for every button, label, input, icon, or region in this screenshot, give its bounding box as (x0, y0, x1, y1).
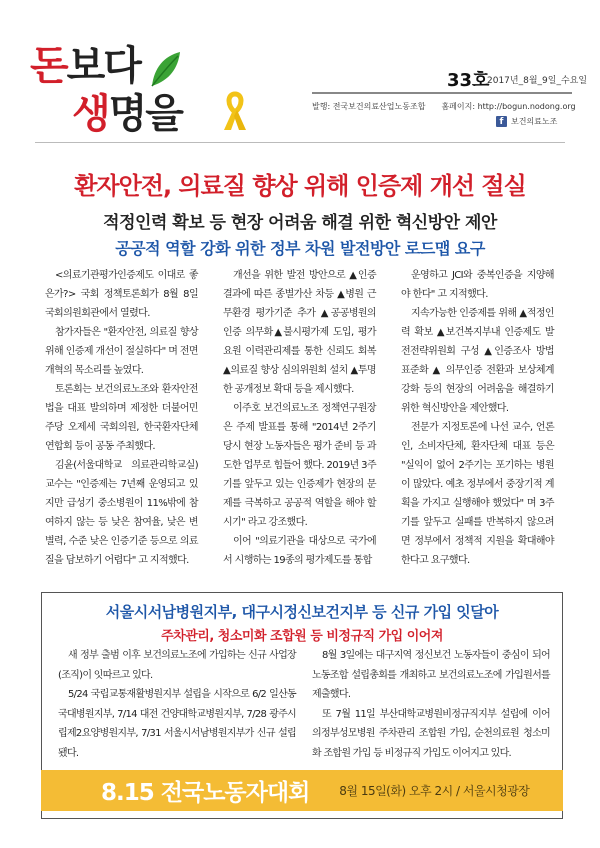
main-headline: 환자안전, 의료질 향상 위해 인증제 개선 절실 (74, 172, 526, 200)
logo-part-1: 돈 (30, 43, 67, 89)
paragraph: 운영하고 JCI와 중복인증을 지양해야 한다" 고 지적했다. (401, 270, 554, 300)
paragraph: 이주호 보건의료노조 정책연구원장은 주제 발표를 통해 "2014년 2주기 당시 현장 노동자들은 평가 준비 등 과도한 업무로 힘들어 했다. 2019년 3주기를 앞두고 있는 인증제가 현장의 문제를 극복하고 공공적 역할을 해야 할 시기" 라고 강조했다. (223, 403, 377, 528)
facebook-icon: f (496, 116, 507, 127)
paragraph: 이어 "의료기관을 대상으로 국가에서 시행하는 19종의 평가제도를 통합 (223, 536, 376, 566)
masthead (0, 0, 600, 150)
paragraph: 지속가능한 인증제를 위해 ▲적정인력 확보 ▲보건복지부내 인증제도 발전전략위원회 구성 ▲인증조사 방법 표준화 ▲ 의무인증 전환과 보상체계 강화 등의 현장의 어려움을 해결하기 위한 혁신방안을 제안했다. (401, 308, 554, 414)
paragraph: 새 정부 출범 이후 보건의료노조에 가입하는 신규 사업장(조직)이 잇따르고 있다. (58, 650, 296, 681)
header-divider (35, 142, 565, 143)
logo-part-2: 보다 (66, 43, 140, 89)
paragraph: 5/24 국립교통재활병원지부 설립을 시작으로 6/2 일산동국대병원지부, 7/14 대전 건양대학교병원지부, 7/28 광주시립제2요양병원지부, 7/31 서울시서남병원지부가 신규 설립됐다. (58, 689, 296, 759)
box-title: 서울시서남병원지부, 대구시정신보건지부 등 신규 가입 잇달아 (105, 603, 499, 621)
issue-date: 2017년_8월_9일_수요일 (487, 76, 588, 86)
facebook-label: 보건의료노조 (511, 117, 558, 126)
article-column-3 (401, 266, 554, 570)
yellow-ribbon-icon (220, 90, 250, 132)
article-column-2 (223, 266, 376, 570)
paragraph: 또 7월 11일 부산대학교병원비정규직지부 설립에 이어 의정부성모병원 주차관리 조합원 가입, 순천의료원 청소미화 조합원 가입 등 비정규직 가입도 이어지고 있다. (312, 708, 550, 759)
paragraph: 8월 3일에는 대구지역 정신보건 노동자들이 중심이 되어 노동조합 설립총회를 개최하고 보건의료노조에 가입원서를 제출했다. (312, 650, 550, 700)
paragraph: 참가자들은 "환자안전, 의료질 향상 위해 인증제 개선이 절실하다" 며 전면개혁의 목소리를 높였다. (45, 327, 198, 376)
subheadline-1: 적정인력 확보 등 현장 어려움 해결 위한 혁신방안 제안 (103, 213, 497, 233)
masthead-rule (312, 92, 572, 94)
subheadline-2: 공공적 역할 강화 위한 정부 차원 발전방안 로드맵 요구 (115, 239, 485, 258)
article-column-1 (45, 266, 198, 570)
issue-number: 33호 (447, 70, 490, 91)
rally-banner (41, 770, 563, 811)
logo-part-3: 생 (72, 91, 109, 137)
box-subtitle: 주차관리, 청소미화 조합원 등 비정규직 가입 이어져 (161, 629, 443, 644)
publisher: 발행: 전국보건의료산업노동조합 (312, 102, 426, 111)
paragraph: 개선을 위한 발전 방안으로 ▲인증결과에 따른 종별가산 차등 ▲병원 근무환경 평가기준 추가 ▲공공병원의 인증 의무화▲불시평가제 도입, 평가요원 이력관리제를 통한 신뢰도 회복 ▲의료질 향상 심의위원회 설치 ▲투명한 공개정보 확대 등을 제시했다. (223, 270, 376, 395)
rally-info: 8월 15일(화) 오후 2시 / 서울시청광장 (339, 784, 530, 798)
rally-title: 8.15 전국노동자대회 (101, 780, 310, 806)
logo-line-2 (72, 82, 182, 139)
homepage-link[interactable]: 홈페이지: http://bogun.nodong.org (441, 102, 576, 111)
paragraph: 전문가 지정토론에 나선 교수, 언론인, 소비자단체, 환자단체 대표 등은 "실익이 없어 2주기는 포기하는 병원이 많았다. 예초 정부에서 중장기적 계획을 가지고 실행해야 했었다" 며 3주기를 앞두고 실패를 반복하지 않으려면 정부에서 정책적 지원을 확대해야 한다고 요구했다. (401, 422, 554, 566)
publisher-line (312, 101, 576, 112)
paragraph: 김윤(서울대학교 의료관리학교실) 교수는 "인증제는 7년째 운영되고 있지만 급성기 중소병원이 11%밖에 참여하지 않는 등 낮은 참여율, 낮은 변별력, 수준 낮은 인증기준 등으로 의료질을 담보하기 어렵다" 고 지적했다. (45, 460, 198, 566)
logo-part-4: 명을 (108, 91, 182, 137)
box-column-2 (312, 646, 550, 763)
facebook-link[interactable] (496, 116, 557, 127)
paragraph: 토론회는 보건의료노조와 환자안전법을 대표 발의하며 제정한 더불어민주당 오제세 국회의원, 한국환자단체연합회 등이 공동 주최했다. (45, 384, 198, 452)
paragraph: <의료기관평가인증제도 이대로 좋은가?> 국회 정책토론회가 8월 8일 국회의원회관에서 열렸다. (45, 270, 198, 319)
box-column-1 (58, 646, 296, 763)
